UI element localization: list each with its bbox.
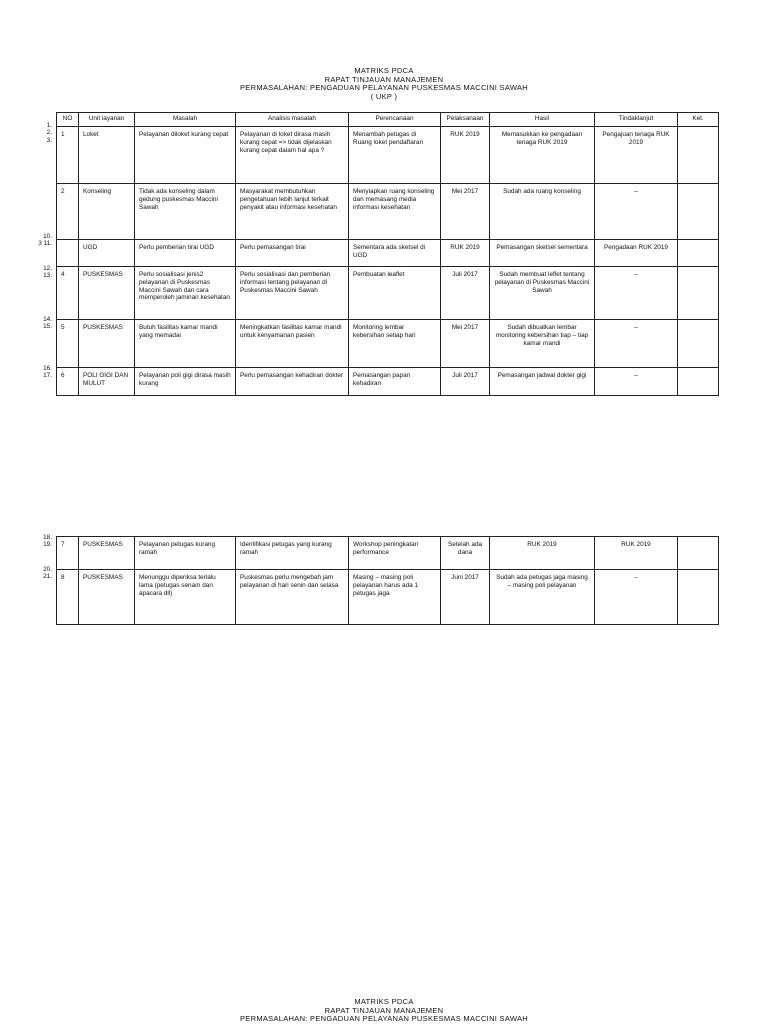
cell-pelaksanaan: Setelah ada dana <box>441 537 490 570</box>
table-row <box>57 127 719 184</box>
table-row <box>57 184 719 240</box>
cell-no: 6 <box>57 368 79 396</box>
cell-tindaklanjut: Pengadaan RUK 2019 <box>595 240 678 267</box>
cell-perencanaan: Workshop peningkatan performance <box>349 537 441 570</box>
cell-pelaksanaan: Juni 2017 <box>441 570 490 625</box>
cell-tindaklanjut: – <box>595 184 678 240</box>
cell-tindaklanjut: – <box>595 267 678 320</box>
title-line-2: RAPAT TINJAUAN MANAJEMEN <box>324 1005 444 1015</box>
cell-pelaksanaan: RUK 2019 <box>441 127 490 184</box>
cell-perencanaan: Menambah petugas di Ruang loket pendaftaran <box>349 127 441 184</box>
cell-pelaksanaan: Juli 2017 <box>441 267 490 320</box>
table-row <box>57 368 719 396</box>
pdca-table-1 <box>56 112 719 396</box>
cell-hasil: Sudah ada ruang konseling <box>490 184 595 240</box>
cell-ket <box>678 368 719 396</box>
title-line-2: RAPAT TINJAUAN MANAJEMEN <box>324 74 444 84</box>
cell-tindaklanjut: RUK 2019 <box>595 537 678 570</box>
pdca-table-2 <box>56 536 719 625</box>
title-line-4: ( UKP ) <box>370 91 398 101</box>
cell-analisis: Perlu pemasangan kehadiran dokter <box>236 368 349 396</box>
cell-analisis: Identifikasi petugas yang kurang ramah <box>236 537 349 570</box>
title-line-3: PERMASALAHAN: PENGADUAN PELAYANAN PUSKESMAS MACCINI SAWAH <box>240 1014 528 1024</box>
cell-tindaklanjut: – <box>595 570 678 625</box>
line-number: 18. 19. <box>43 534 52 549</box>
cell-hasil: Sudah membuat leflet tentang pelayanan di Puskesmas Maccini Sawah <box>490 267 595 320</box>
cell-analisis: Pelayanan di loket dirasa masih kurang cepat => tidak dijelaskan kurang cepat dalam hal apa ? <box>236 127 349 184</box>
cell-ket <box>678 184 719 240</box>
document-title-repeat <box>0 998 768 1024</box>
cell-masalah: Pelayanan diloket kurang cepat <box>135 127 236 184</box>
header-ket: Ket. <box>678 113 719 127</box>
cell-perencanaan: Pemasangan papan kehadiran <box>349 368 441 396</box>
cell-analisis: Meningkatkan fasilitas kamar mandi untuk kenyamanan pasien <box>236 320 349 368</box>
cell-perencanaan: Sementara ada sketsel di UGD <box>349 240 441 267</box>
header-no: NO <box>57 113 79 127</box>
line-number: 10. 3 11. <box>38 233 52 248</box>
table-row <box>57 570 719 625</box>
cell-tindaklanjut: Pengajuan tenaga RUK 2019 <box>595 127 678 184</box>
cell-analisis: Perlu pemasangan tirai <box>236 240 349 267</box>
cell-tindaklanjut: – <box>595 368 678 396</box>
cell-no: 4 <box>57 267 79 320</box>
cell-no: 5 <box>57 320 79 368</box>
cell-no <box>57 240 79 267</box>
cell-no: 7 <box>57 537 79 570</box>
header-perencanaan: Perencanaan <box>349 113 441 127</box>
cell-masalah: Menunggu diperiksa terlalu lama (petugas senam dan apacara dll) <box>135 570 236 625</box>
cell-ket <box>678 537 719 570</box>
cell-unit: PUSKESMAS <box>79 570 135 625</box>
cell-unit: PUSKESMAS <box>79 320 135 368</box>
header-analisis: Analisis masalah <box>236 113 349 127</box>
header-pelaksanaan: Pelaksanaan <box>441 113 490 127</box>
cell-unit: UGD <box>79 240 135 267</box>
cell-no: 2 <box>57 184 79 240</box>
cell-masalah: Butuh fasilitas kamar mandi yang memadai <box>135 320 236 368</box>
table-row <box>57 267 719 320</box>
line-number: 20. 21. <box>43 566 52 581</box>
cell-ket <box>678 267 719 320</box>
cell-hasil: RUK 2019 <box>490 537 595 570</box>
cell-perencanaan: Menyiapkan ruang konseling dan memasang media informasi kesehatan <box>349 184 441 240</box>
cell-masalah: Perlu pemberian tirai UGD <box>135 240 236 267</box>
cell-ket <box>678 127 719 184</box>
cell-unit: POLI GIGI DAN MULUT <box>79 368 135 396</box>
cell-hasil: Pemasangan jadwal dokter gigi <box>490 368 595 396</box>
cell-tindaklanjut: – <box>595 320 678 368</box>
cell-analisis: Perlu sosialisasi dan pemberian informasi tentang pelayanan di Puskesmas Maccini Sawah <box>236 267 349 320</box>
cell-no: 8 <box>57 570 79 625</box>
line-number: 16. 17. <box>43 365 52 380</box>
cell-hasil: Sudah ada petugas jaga masing – masing poli pelayanan <box>490 570 595 625</box>
header-row <box>57 113 719 127</box>
document-title <box>0 67 768 101</box>
table-row <box>57 320 719 368</box>
header-masalah: Masalah <box>135 113 236 127</box>
cell-perencanaan: Masing – masing poli pelayanan harus ada 1 petugas jaga <box>349 570 441 625</box>
cell-perencanaan: Monitoring lembar kebersihan setiap hari <box>349 320 441 368</box>
cell-ket <box>678 570 719 625</box>
title-line-1: MATRIKS PDCA <box>354 997 414 1006</box>
line-number: 1. 2. 3. <box>46 122 52 144</box>
cell-unit: Konseling <box>79 184 135 240</box>
cell-pelaksanaan: Mei 2017 <box>441 184 490 240</box>
table-row <box>57 240 719 267</box>
title-line-3: PERMASALAHAN: PENGADUAN PELAYANAN PUSKESMAS MACCINI SAWAH <box>240 83 528 93</box>
cell-unit: PUSKESMAS <box>79 267 135 320</box>
cell-pelaksanaan: Mei 2017 <box>441 320 490 368</box>
cell-masalah: Pelayanan poli gigi dirasa masih kurang <box>135 368 236 396</box>
cell-hasil: Pemasangan sketsel sementara <box>490 240 595 267</box>
cell-ket <box>678 320 719 368</box>
header-tindaklanjut: Tindaklanjut <box>595 113 678 127</box>
header-unit: Unit layanan <box>79 113 135 127</box>
cell-unit: PUSKESMAS <box>79 537 135 570</box>
cell-pelaksanaan: RUK 2019 <box>441 240 490 267</box>
cell-hasil: Memasukkan ke pengadaan tenaga RUK 2019 <box>490 127 595 184</box>
header-hasil: Hasil <box>490 113 595 127</box>
cell-analisis: Masyarakat membutuhkan pengetahuan lebih lanjut terkait penyakit atau informasi kesehatan <box>236 184 349 240</box>
title-line-1: MATRIKS PDCA <box>354 66 414 75</box>
cell-ket <box>678 240 719 267</box>
line-number: 14. 15. <box>43 316 52 331</box>
cell-masalah: Pelayanan petugas kurang ramah <box>135 537 236 570</box>
cell-masalah: Perlu sosialisasi jenis2 pelayanan di Puskesmas Maccini Sawah dan cara memperoleh jaminan kesehatan <box>135 267 236 320</box>
cell-pelaksanaan: Juli 2017 <box>441 368 490 396</box>
cell-analisis: Puskesmas perlu mengebah jam pelayanan di hari senin dan selasa <box>236 570 349 625</box>
table-row <box>57 537 719 570</box>
cell-masalah: Tidak ada konseling dalam gedung puskesmas Maccini Sawah <box>135 184 236 240</box>
line-number: 12. 13. <box>43 265 52 280</box>
cell-perencanaan: Pembuatan leaflet <box>349 267 441 320</box>
cell-unit: Loket <box>79 127 135 184</box>
cell-no: 1 <box>57 127 79 184</box>
cell-hasil: Sudah dibuatkan lembar monitoring kebersihan tiap – tiap kamar mandi <box>490 320 595 368</box>
